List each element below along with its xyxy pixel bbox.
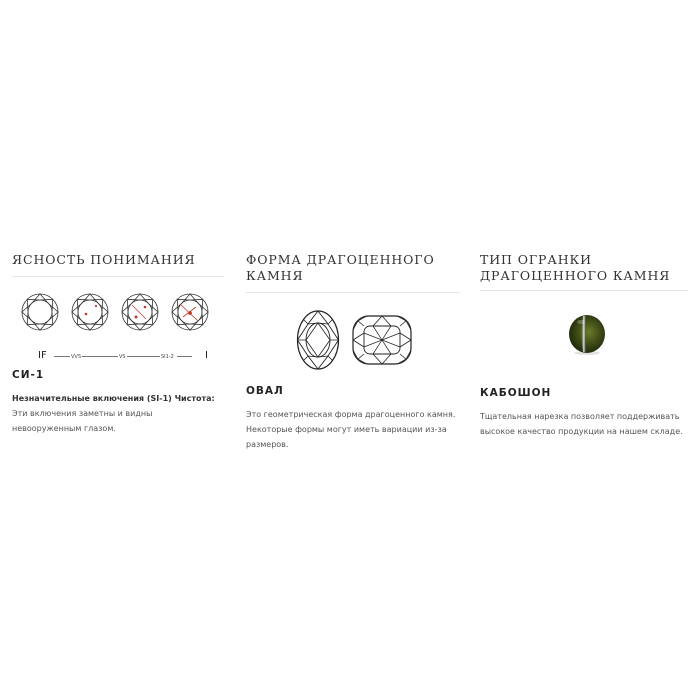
clarity-description-strong: Незначительные включения (SI-1) Чистота: <box>12 394 215 403</box>
clarity-diamonds-icon <box>20 291 220 335</box>
clarity-heading: ЯСНОСТЬ ПОНИМАНИЯ <box>12 252 196 267</box>
scale-label-i: I <box>205 350 208 361</box>
shape-figure <box>246 293 460 373</box>
cut-section <box>480 252 688 439</box>
clarity-scale <box>12 350 217 364</box>
cut-heading: ТИП ОГРАНКИ ДРАГОЦЕННОГО КАМНЯ <box>480 252 671 283</box>
clarity-description-text: Эти включения заметны и видны невооруженным глазом. <box>12 409 153 433</box>
shape-value: ОВАЛ <box>246 385 284 397</box>
cut-figure <box>480 291 688 373</box>
shape-heading: ФОРМА ДРАГОЦЕННОГО КАМНЯ <box>246 252 435 283</box>
oval-cushion-shape-icon <box>294 309 424 371</box>
cabochon-stone-image <box>567 313 607 357</box>
scale-label-vvs: VVS <box>71 354 82 360</box>
clarity-scale-figure <box>12 277 224 361</box>
cut-value: КАБОШОН <box>480 387 552 399</box>
shape-description: Это геометрическая форма драгоценного камня. Некоторые формы могут иметь вариации из-за размеров. <box>246 410 456 449</box>
clarity-section <box>12 252 224 436</box>
clarity-description <box>12 391 224 436</box>
clarity-value: СИ-1 <box>12 369 45 381</box>
cut-description: Тщательная нарезка позволяет поддерживать высокое качество продукции на нашем складе. <box>480 412 683 436</box>
shape-section <box>246 252 460 452</box>
scale-label-vs: VS <box>119 354 126 360</box>
scale-label-si: SI1-2 <box>161 354 174 360</box>
scale-label-if: IF <box>38 350 47 361</box>
